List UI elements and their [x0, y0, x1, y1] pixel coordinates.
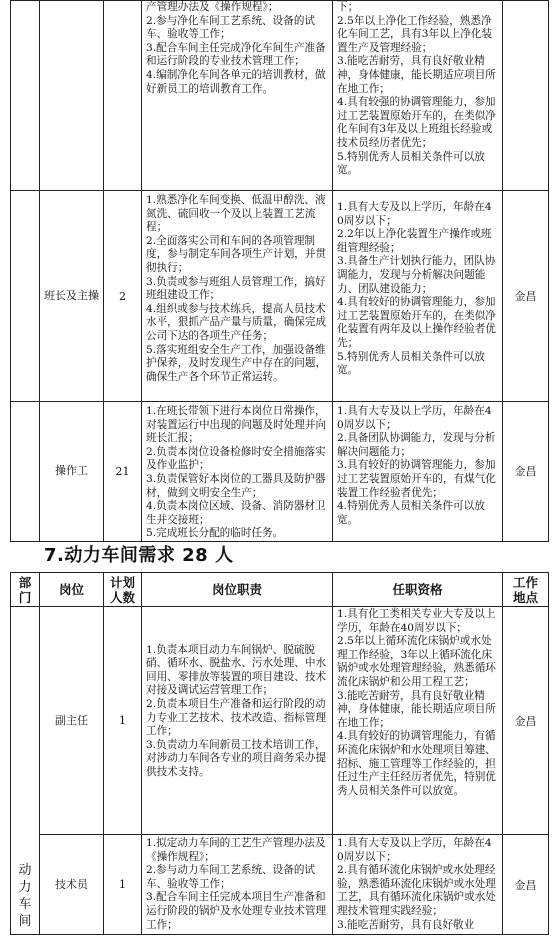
power-workshop-table	[10, 572, 549, 935]
qual-item: 1.具有化工类相关专业大专及以上学历，年龄在40周岁以下；	[337, 608, 496, 634]
duty-item: 2.负责本岗位设备检修时安全措施落实及作业监护；	[146, 445, 326, 472]
qual-item: 2.5年以上净化工作经验，熟悉净化车间工艺，具有3年以上净化装置生产及管理经验；	[337, 14, 493, 54]
duty-cell	[142, 402, 333, 542]
duty-cell	[142, 607, 333, 835]
qual-item: 1.具有大专及以上学历，年龄在40周岁以下；	[337, 405, 492, 431]
duty-item: 2.参与净化车间工艺系统、设备的试车、验收等工作；	[146, 14, 316, 41]
dept-cell	[11, 402, 40, 542]
qual-cell	[333, 835, 503, 935]
post-cell: 班长及主操	[40, 191, 104, 402]
location-cell: 金昌	[503, 191, 549, 402]
location-cell: 金昌	[503, 835, 549, 935]
qual-item: 4.具有较好的协调管理能力，有循环流化床锅炉和水处理项目筹建、招标、施工管理等工作经验的，担任过生产主任经历者优先，特别优秀人员相关条件可以放宽。	[337, 730, 496, 797]
table-row	[11, 402, 549, 542]
duty-cell	[142, 191, 333, 402]
duty-item: 3.配合车间主任完成本项目生产准备和运行阶段的锅炉及水处理专业技术管理工作；	[146, 891, 327, 931]
duty-item: 2.全面落实公司和车间的各项管理制度，参与制定车间各项生产计划，并贯彻执行；	[146, 234, 327, 274]
header-post: 岗位	[40, 573, 104, 607]
duty-item: 1.负责本项目动力车间锅炉、脱硫脱硝、循环水、脱盐水、污水处理、中水回用、零排放等装置的项目建设、技术对接及调试运营管理工作；	[146, 643, 327, 697]
duty-cell	[142, 1, 333, 191]
table-row	[11, 607, 549, 835]
dept-cell	[11, 191, 40, 402]
duty-item: 2.负责本项目生产准备和运行阶段的动力专业工艺技术、技术改造、指标管理工作；	[146, 697, 327, 738]
dept-cell	[11, 1, 40, 191]
dept-cell: 动力车间	[11, 607, 40, 935]
section-title: 7.动力车间需求 28 人	[44, 545, 234, 566]
duty-item: 3.负责或参与班组人员管理工作，搞好班组建设工作；	[146, 275, 326, 302]
duty-item: 产管理办法及《操作规程》；	[146, 1, 279, 13]
count-cell	[104, 1, 142, 191]
count-cell: 1	[104, 835, 142, 935]
qual-item: 1.具有大专及以上学历，年龄在40周岁以下；	[337, 201, 492, 227]
count-cell: 21	[104, 402, 142, 542]
qual-item: 4.具有较强的协调管理能力，参加过工艺装置原始开车的，在类似净化车间有3年及以上班组长经验或技术员经历者优先；	[337, 96, 496, 149]
qual-item: 3.具有较好的协调管理能力，参加过工艺装置原始开车的，有煤气化装置工作经验者优先；	[337, 459, 496, 499]
purification-workshop-table	[10, 0, 549, 542]
duty-item: 1.在班长带领下进行本岗位日常操作，对装置运行中出现的问题及时处理并向班长汇报；	[146, 405, 327, 445]
qual-item: 5.特别优秀人员相关条件可以放宽。	[337, 150, 485, 177]
header-qual: 任职资格	[333, 573, 503, 607]
qual-item: 1.具有大专及以上学历，年龄在40周岁以下；	[337, 837, 492, 863]
duty-item: 4.组织或参与技术练兵，提高人员技术水平，狠抓产品产量与质量，确保完成公司下达的各项生产任务；	[146, 302, 327, 342]
qual-item: 4.特别优秀人员相关条件可以放宽。	[337, 500, 485, 526]
location-cell: 金昌	[503, 607, 549, 835]
table-row	[11, 191, 549, 402]
table-row	[11, 1, 549, 191]
qual-item: 下；	[337, 1, 359, 13]
qual-item: 2.具有循环流化床锅炉或水处理经验，熟悉循环流化床锅炉或水处理工艺，具有循环流化床锅炉或水处理技术管理实践经验；	[337, 864, 496, 917]
duty-item: 3.负责动力车间新员工技术培训工作，对涉动力车间各专业的项目商务采办提供技术支持。	[146, 738, 327, 778]
qual-item: 2.具备团队协调能力，发现与分析解决问题能力；	[337, 432, 496, 458]
qual-item: 2.2年以上净化装置生产操作或班组管理经验；	[337, 228, 492, 254]
table-row	[11, 835, 549, 935]
location-cell: 金昌	[503, 402, 549, 542]
duty-item: 1.拟定动力车间的工艺生产管理办法及《操作规程》；	[146, 837, 326, 863]
qual-cell	[333, 607, 503, 835]
duty-item: 4.编制净化车间各单元的培训教材，做好新员工的培训教育工作。	[146, 68, 326, 95]
count-cell: 1	[104, 607, 142, 835]
post-cell: 副主任	[40, 607, 104, 835]
qual-item: 3.具备生产计划执行能力，团队协调能力，发现与分析解决问题能力、团队建设能力；	[337, 255, 496, 295]
qual-item: 3.能吃苦耐劳，具有良好敬业精神，身体健康，能长期适应项目所在地工作；	[337, 689, 496, 729]
count-cell: 2	[104, 191, 142, 402]
duty-item: 5.落实班组安全生产工作，加强设备维护保养，及时发现生产中存在的问题，确保生产各个环节正常运转。	[146, 343, 327, 383]
header-dept: 部门	[11, 573, 40, 607]
duty-cell	[142, 835, 333, 935]
duty-item: 4.负责本岗位区域、设备、消防器材卫生并交接班；	[146, 500, 326, 526]
duty-item: 3.配合车间主任完成净化车间生产准备和运行阶段的专业技术管理工作；	[146, 41, 326, 68]
duty-item: 2.参与动力车间工艺系统、设备的试车、验收等工作；	[146, 864, 316, 890]
post-cell: 操作工	[40, 402, 104, 542]
qual-item: 3.能吃苦耐劳，具有良好敬业	[337, 918, 475, 931]
header-duty: 岗位职责	[142, 573, 333, 607]
duty-item: 3.负责保管好本岗位的工器具及防护器材，做到文明安全生产；	[146, 472, 326, 499]
qual-cell	[333, 402, 503, 542]
post-cell	[40, 1, 104, 191]
qual-item: 3.能吃苦耐劳，具有良好敬业精神，身体健康，能长期适应项目所在地工作；	[337, 55, 496, 95]
header-location: 工作地点	[503, 573, 549, 607]
location-cell	[503, 1, 549, 191]
duty-item: 1.熟悉净化车间变换、低温甲醇洗、液氮洗、硫回收一个及以上装置工艺流程；	[146, 194, 326, 234]
table-header-row	[11, 573, 549, 607]
qual-item: 2.5年以上循环流化床锅炉或水处理工作经验，3年以上循环流化床锅炉或水处理管理经验，熟悉循环流化床锅炉和公用工程工艺；	[337, 635, 496, 688]
duty-item: 5.完成班长分配的临时任务。	[146, 527, 284, 540]
post-cell: 技术员	[40, 835, 104, 935]
qual-cell	[333, 191, 503, 402]
qual-item: 4.具有较好的协调管理能力，参加过工艺装置原始开车的，在类似净化装置有两年及以上操作经验者优先；	[337, 296, 496, 349]
qual-cell	[333, 1, 503, 191]
header-count: 计划人数	[104, 573, 142, 607]
qual-item: 5.特别优秀人员相关条件可以放宽。	[337, 350, 485, 377]
